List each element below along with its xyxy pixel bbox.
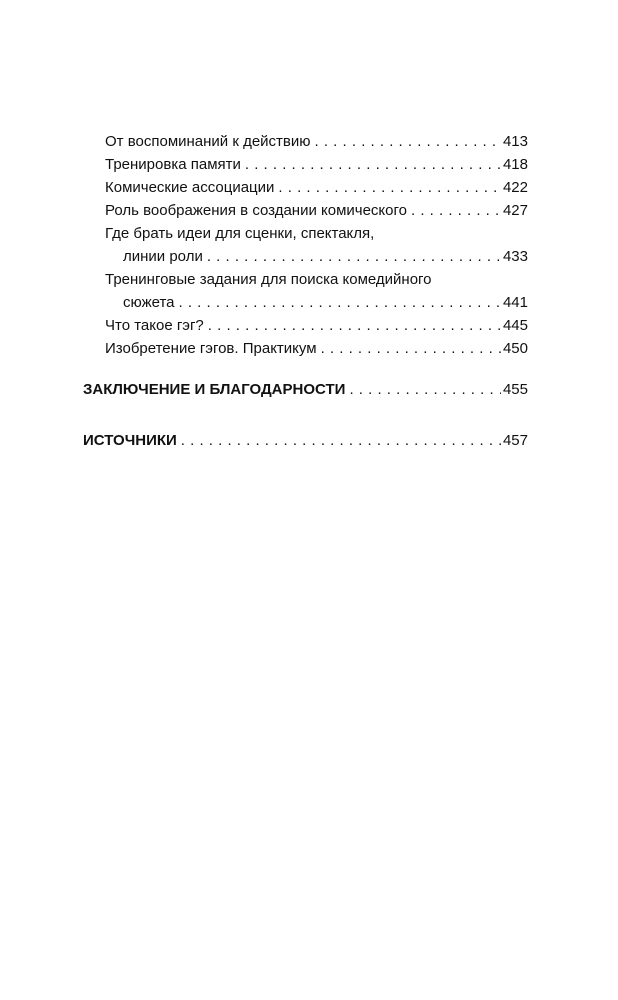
toc-entry [83, 268, 528, 314]
toc-entry-title-line2: линии роли [123, 248, 203, 265]
table-of-contents [83, 130, 528, 452]
dot-leader [321, 337, 501, 360]
dot-leader [245, 153, 501, 176]
dot-leader [315, 130, 501, 153]
toc-entry [83, 176, 528, 199]
toc-entry-title: Комические ассоциации [105, 179, 275, 196]
toc-entry-title: Что такое гэг? [105, 317, 204, 334]
toc-entry [83, 337, 528, 360]
dot-leader [208, 314, 501, 337]
toc-entry-title: От воспоминаний к действию [105, 133, 311, 150]
toc-entry-title-line1: Тренинговые задания для поиска комедийного [105, 271, 432, 288]
toc-major-title: ИСТОЧНИКИ [83, 432, 177, 449]
dot-leader [278, 176, 501, 199]
dot-leader [411, 199, 501, 222]
toc-entry-page: 445 [502, 317, 528, 334]
toc-entry-title-line2: сюжета [123, 294, 175, 311]
toc-entry-page: 427 [502, 202, 528, 219]
toc-entry [83, 199, 528, 222]
toc-entry [83, 130, 528, 153]
toc-entry-page: 418 [502, 156, 528, 173]
toc-entry [83, 153, 528, 176]
toc-entry-page: 450 [502, 340, 528, 357]
toc-entry-page: 441 [502, 294, 528, 311]
toc-entry-page: 413 [502, 133, 528, 150]
dot-leader [207, 245, 501, 268]
toc-major-page: 455 [502, 381, 528, 398]
toc-entry-title: Роль воображения в создании комического [105, 202, 407, 219]
toc-major-page: 457 [502, 432, 528, 449]
toc-entry-title: Тренировка памяти [105, 156, 241, 173]
dot-leader [179, 291, 501, 314]
toc-entry-page: 422 [502, 179, 528, 196]
toc-entry-page: 433 [502, 248, 528, 265]
toc-major-entry [83, 378, 528, 401]
toc-major-title: ЗАКЛЮЧЕНИЕ И БЛАГОДАРНОСТИ [83, 381, 346, 398]
toc-entry-title-line1: Где брать идеи для сценки, спектакля, [105, 225, 375, 242]
toc-entry [83, 222, 528, 268]
toc-entry [83, 314, 528, 337]
dot-leader [181, 429, 501, 452]
toc-entry-title: Изобретение гэгов. Практикум [105, 340, 317, 357]
toc-major-entry [83, 429, 528, 452]
dot-leader [349, 378, 501, 401]
